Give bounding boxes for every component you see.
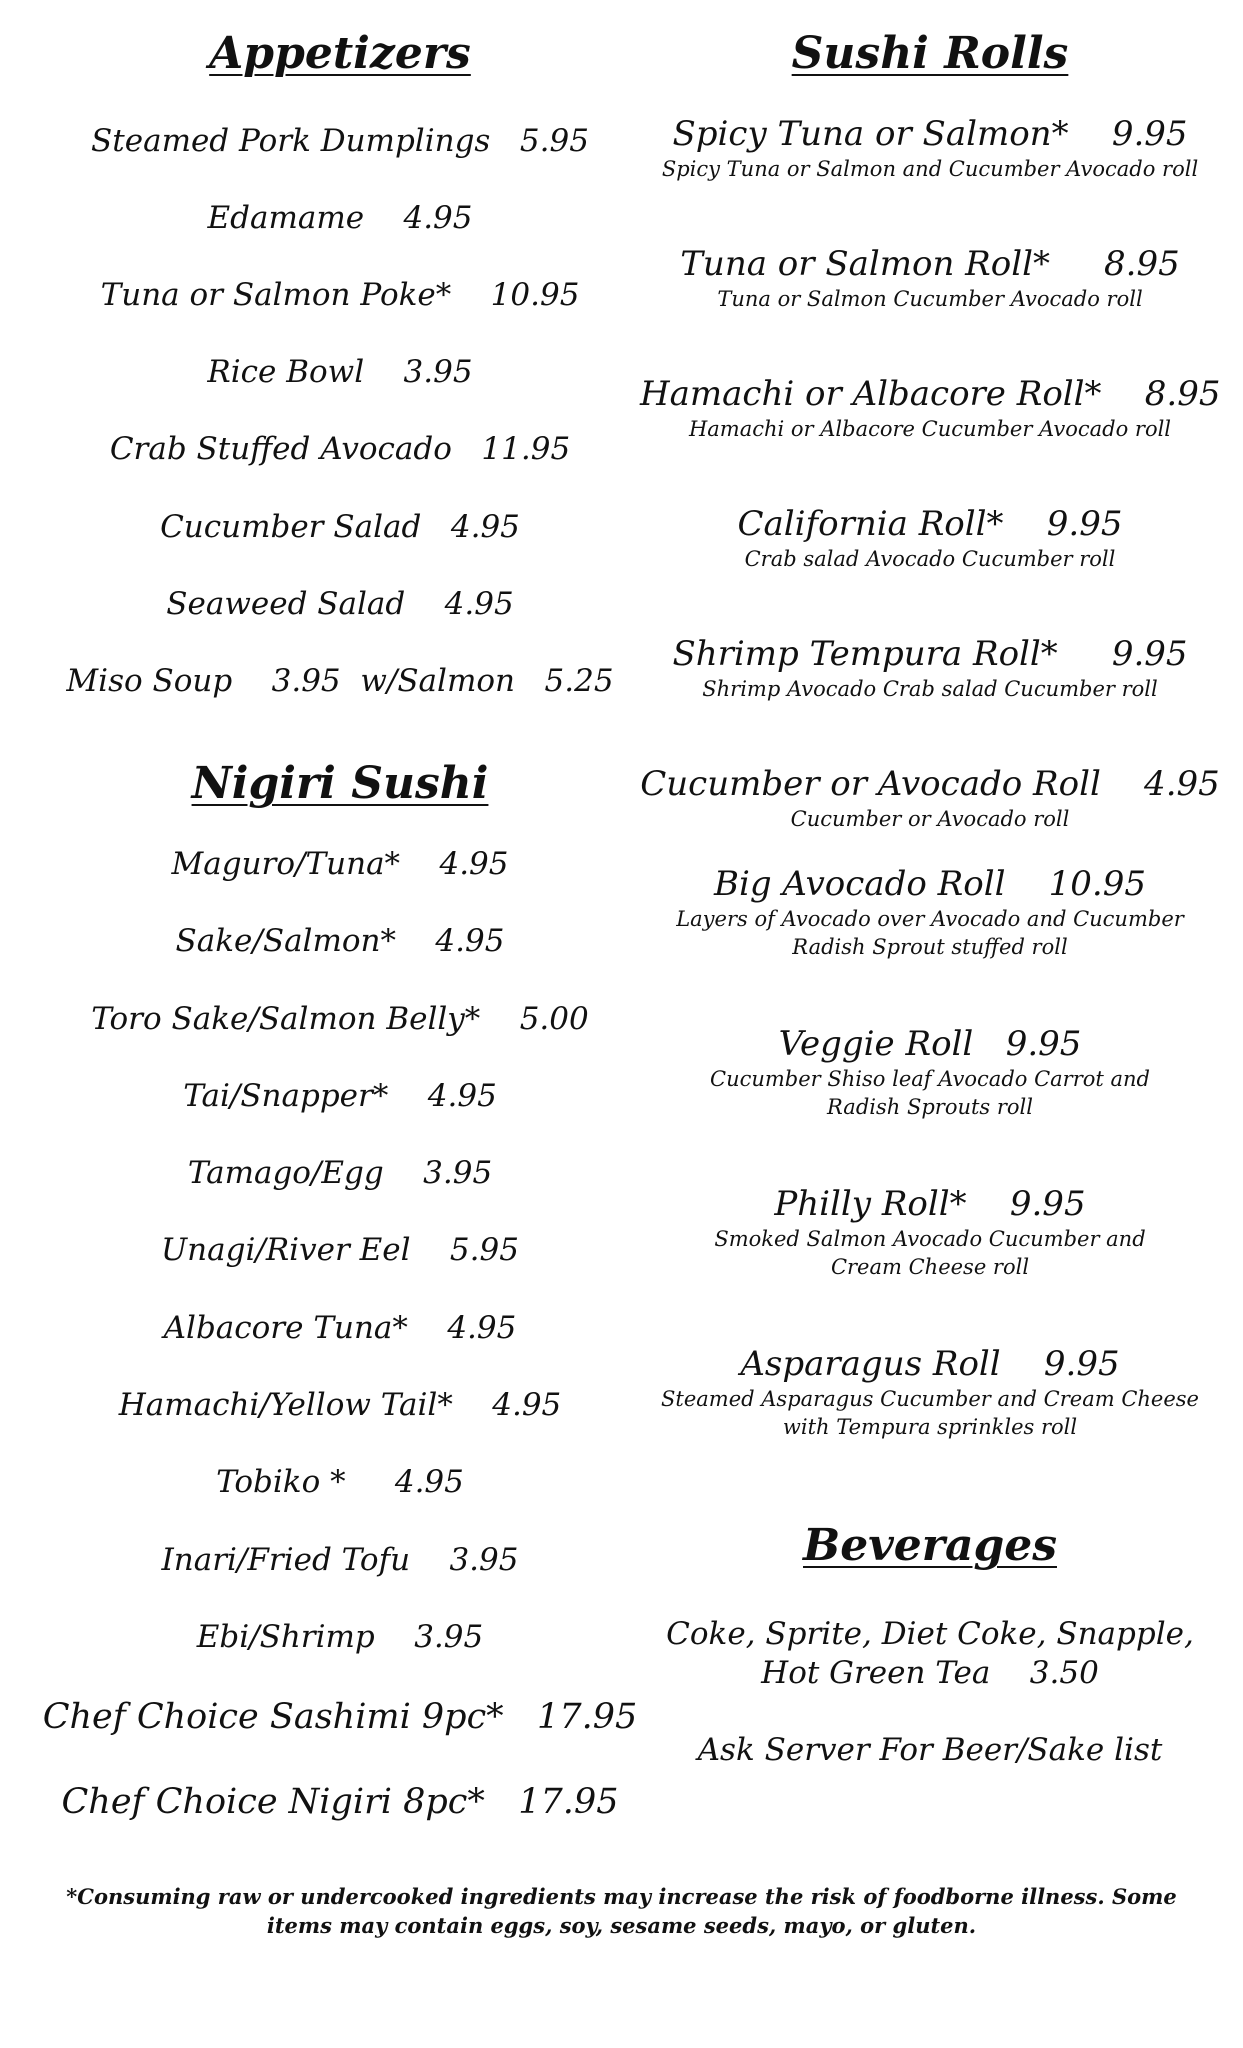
roll-description: Shrimp Avocado Crab salad Cucumber roll — [702, 676, 1158, 701]
roll-item — [640, 1344, 1220, 1441]
roll-item — [640, 504, 1220, 573]
nigiri-item: Unagi/River Eel 5.95 — [161, 1232, 519, 1268]
nigiri-item: Inari/Fried Tofu 3.95 — [161, 1542, 519, 1578]
roll-item — [640, 114, 1220, 183]
roll-description: Spicy Tuna or Salmon and Cucumber Avocado roll — [661, 156, 1199, 181]
roll-item — [640, 1024, 1220, 1121]
roll-name: Asparagus Roll 9.95 — [740, 1344, 1120, 1384]
appetizer-item: Tuna or Salmon Poke* 10.95 — [100, 277, 580, 313]
nigiri-item: Tamago/Egg 3.95 — [187, 1155, 493, 1191]
nigiri-item: Toro Sake/Salmon Belly* 5.00 — [91, 1001, 589, 1037]
nigiri-heading: Nigiri Sushi — [191, 758, 489, 809]
nigiri-item: Tai/Snapper* 4.95 — [183, 1078, 497, 1114]
roll-item — [640, 374, 1220, 443]
disclaimer-text: *Consuming raw or undercooked ingredients may increase the risk of foodborne illness. Some items may contain eggs, soy, sesame seeds, mayo, or gluten. — [66, 1884, 1177, 1939]
roll-name: Cucumber or Avocado Roll 4.95 — [640, 764, 1220, 804]
roll-description: Cucumber Shiso leaf Avocado Carrot and Radish Sprouts roll — [710, 1066, 1150, 1120]
roll-description: Cucumber or Avocado roll — [790, 806, 1070, 831]
roll-name: Big Avocado Roll 10.95 — [713, 864, 1147, 904]
roll-item — [640, 244, 1220, 313]
roll-description: Layers of Avocado over Avocado and Cucumber Radish Sprout stuffed roll — [676, 906, 1184, 960]
nigiri-item: Hamachi/Yellow Tail* 4.95 — [118, 1387, 562, 1423]
appetizer-item: Miso Soup 3.95 w/Salmon 5.25 — [66, 663, 614, 699]
roll-name: Philly Roll* 9.95 — [774, 1184, 1086, 1224]
nigiri-item: Chef Choice Sashimi 9pc* 17.95 — [42, 1697, 638, 1737]
roll-name: Hamachi or Albacore Roll* 8.95 — [640, 374, 1221, 414]
sushi-rolls-heading: Sushi Rolls — [791, 28, 1069, 79]
nigiri-item: Albacore Tuna* 4.95 — [163, 1310, 517, 1346]
beverages-tea: Hot Green Tea 3.50 — [761, 1655, 1099, 1691]
roll-name: Tuna or Salmon Roll* 8.95 — [680, 244, 1180, 284]
appetizer-item: Steamed Pork Dumplings 5.95 — [91, 123, 589, 159]
roll-item — [640, 864, 1220, 961]
roll-description: Smoked Salmon Avocado Cucumber and Cream Cheese roll — [714, 1226, 1146, 1280]
beverages-list: Coke, Sprite, Diet Coke, Snapple, — [666, 1616, 1194, 1652]
nigiri-item: Ebi/Shrimp 3.95 — [196, 1619, 484, 1655]
appetizer-item: Cucumber Salad 4.95 — [160, 509, 520, 545]
beverages-note: Ask Server For Beer/Sake list — [697, 1732, 1163, 1768]
roll-description: Hamachi or Albacore Cucumber Avocado roll — [688, 416, 1172, 441]
nigiri-item: Tobiko * 4.95 — [216, 1464, 464, 1500]
appetizer-item: Crab Stuffed Avocado 11.95 — [109, 431, 571, 467]
roll-description: Steamed Asparagus Cucumber and Cream Cheese with Tempura sprinkles roll — [661, 1386, 1199, 1440]
roll-name: California Roll* 9.95 — [737, 504, 1123, 544]
appetizer-item: Seaweed Salad 4.95 — [166, 586, 514, 622]
roll-description: Tuna or Salmon Cucumber Avocado roll — [717, 286, 1143, 311]
roll-name: Veggie Roll 9.95 — [778, 1024, 1082, 1064]
appetizers-heading: Appetizers — [209, 28, 471, 79]
appetizer-item: Rice Bowl 3.95 — [207, 354, 473, 390]
roll-item — [640, 634, 1220, 703]
beverages-heading: Beverages — [803, 1520, 1057, 1571]
roll-item — [640, 1184, 1220, 1281]
roll-item — [640, 764, 1220, 833]
appetizer-item: Edamame 4.95 — [207, 200, 473, 236]
nigiri-item: Chef Choice Nigiri 8pc* 17.95 — [61, 1782, 619, 1822]
roll-name: Shrimp Tempura Roll* 9.95 — [672, 634, 1188, 674]
nigiri-item: Maguro/Tuna* 4.95 — [171, 846, 509, 882]
roll-description: Crab salad Avocado Cucumber roll — [744, 546, 1116, 571]
nigiri-item: Sake/Salmon* 4.95 — [175, 923, 505, 959]
roll-name: Spicy Tuna or Salmon* 9.95 — [672, 114, 1188, 154]
